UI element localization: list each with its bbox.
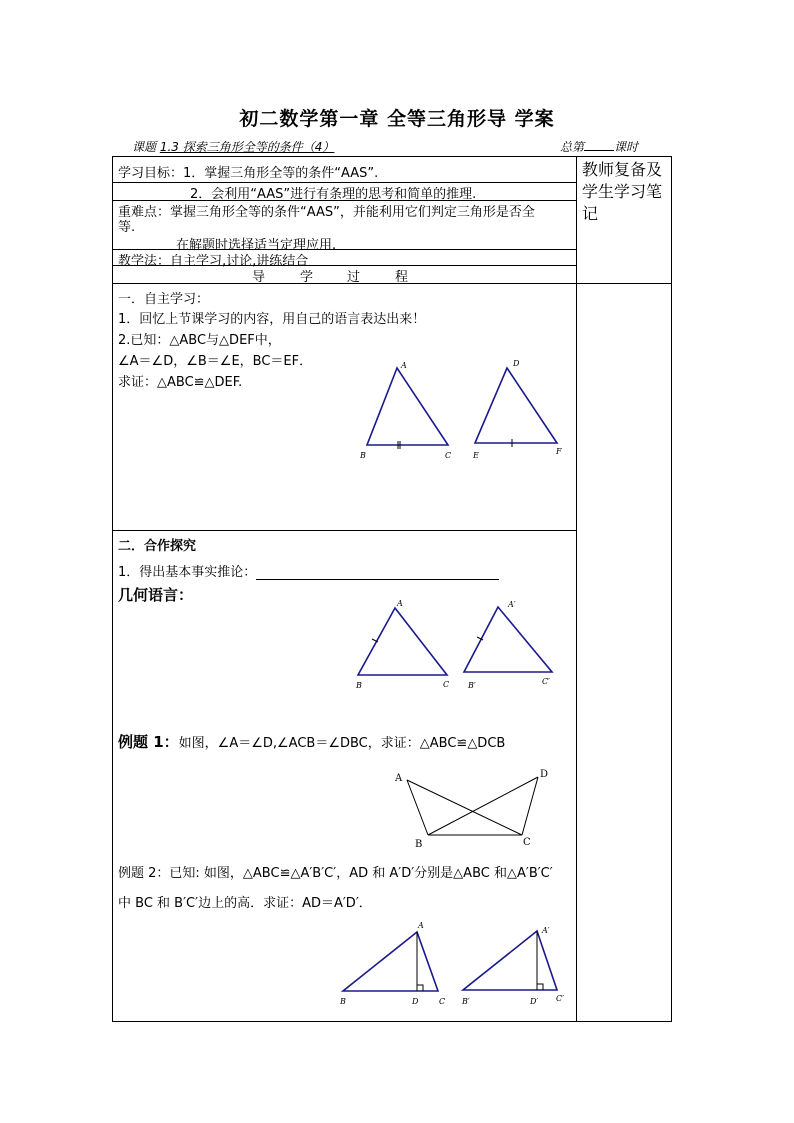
section-2-figure (350, 595, 560, 695)
geometry-language-label: 几何语言： (118, 586, 194, 604)
label-a-prime: A′ (508, 600, 516, 609)
row-divider (112, 530, 577, 531)
example-1-label: 例题 1： (118, 733, 179, 751)
triangle-abc (358, 608, 447, 675)
total-prefix: 总第 (560, 140, 585, 154)
label-d: D (540, 769, 549, 780)
objectives-label-line (118, 162, 378, 181)
process-header-2: 学 (300, 270, 314, 285)
triangle-def (475, 368, 557, 443)
label-c: C (445, 451, 452, 460)
section-1-title: 一．自主学习： (118, 292, 210, 307)
label-c-prime: C′ (542, 677, 550, 686)
label-b: B (360, 451, 366, 460)
label-c: C (523, 837, 531, 848)
key-points-line-1: 重难点：掌握三角形全等的条件“AAS”，并能利用它们判定三角形是否全 (118, 205, 535, 220)
label-b: B (415, 839, 423, 850)
example-1 (118, 731, 505, 752)
label-c: C (443, 680, 450, 689)
section-1-question-1: 1．回忆上节课学习的内容，用自己的语言表达出来！ (118, 312, 426, 327)
label-d: D (412, 997, 419, 1006)
objectives-label: 学习目标： (118, 166, 184, 181)
example-2-line-2: 中 BC 和 B′C′边上的高．求证：AD＝A′D′． (118, 896, 372, 911)
section-2-question-1: 1．得出基本事实推论： (118, 565, 257, 580)
row-divider (112, 283, 672, 284)
answer-blank[interactable] (256, 567, 499, 580)
total-blank[interactable] (584, 140, 614, 151)
label-b-prime: B′ (462, 997, 470, 1006)
process-header-3: 过 (347, 270, 361, 285)
section-1-question-2: 2.已知：△ABC与△DEF中， (118, 333, 281, 348)
objective-2: 2．会利用“AAS”进行有条理的思考和简单的推理. (190, 187, 477, 202)
teaching-methods: 教学法：自主学习,讨论,讲练结合 (118, 254, 309, 269)
label-a-prime: A′ (542, 926, 550, 935)
label-c: C (439, 997, 446, 1006)
section-2-title: 二．合作探究 (118, 539, 197, 554)
example-2-line-1: 例题 2：已知: 如图，△ABC≌△A′B′C′，AD 和 A′D′分别是△ABC 和△A′B′C′ (118, 866, 553, 881)
label-d-prime: D′ (530, 997, 539, 1006)
column-divider (576, 156, 577, 1022)
process-header-1: 导 (252, 270, 266, 285)
key-points-line-3: 在解题时选择适当定理应用. (176, 238, 337, 253)
label-f: F (556, 447, 562, 456)
label-d: D (513, 359, 520, 368)
label-b: B (340, 997, 346, 1006)
lesson-subject (132, 138, 334, 155)
total-suffix: 课时 (614, 140, 639, 154)
page-title: 初二数学第一章 全等三角形导 学案 (239, 108, 555, 130)
right-angle-mark (537, 984, 543, 990)
label-b-prime: B′ (468, 681, 476, 690)
label-a: A (397, 599, 403, 608)
label-e: E (473, 451, 479, 460)
lesson-topic: 1.3 探索三角形全等的条件（4） (159, 140, 335, 154)
key-points-line-2: 等. (118, 220, 136, 235)
section-1-prove: 求证：△ABC≌△DEF. (118, 375, 243, 390)
example-1-figure (390, 765, 560, 855)
right-angle-mark (417, 985, 423, 991)
section-2-question-line (118, 561, 499, 580)
section-1-conditions: ∠A＝∠D，∠B＝∠E，BC＝EF． (118, 354, 313, 369)
label-a: A (395, 773, 403, 784)
triangle-abc (367, 368, 448, 445)
triangle-a-prime-b-prime-c-prime (464, 607, 552, 672)
section-1-figure (355, 358, 565, 463)
label-a: A (418, 921, 424, 930)
teacher-notes-label: 教师复备及学生学习笔记 (582, 160, 663, 223)
example-1-text: 如图，∠A＝∠D,∠ACB＝∠DBC，求证：△ABC≌△DCB (178, 736, 506, 751)
label-a: A (401, 361, 407, 370)
quadrilateral-lines (407, 777, 538, 835)
lesson-count (560, 138, 638, 155)
example-2-figure (335, 918, 575, 1010)
process-header-4: 程 (395, 270, 409, 285)
lesson-prefix: 课题 (132, 140, 157, 154)
triangle-a-prime-b-prime-c-prime-with-altitude (463, 931, 557, 990)
triangle-abc-with-altitude (343, 932, 438, 991)
label-c-prime: C′ (556, 994, 564, 1003)
label-b: B (356, 681, 362, 690)
objective-1: 1．掌握三角形全等的条件“AAS”. (183, 166, 379, 181)
